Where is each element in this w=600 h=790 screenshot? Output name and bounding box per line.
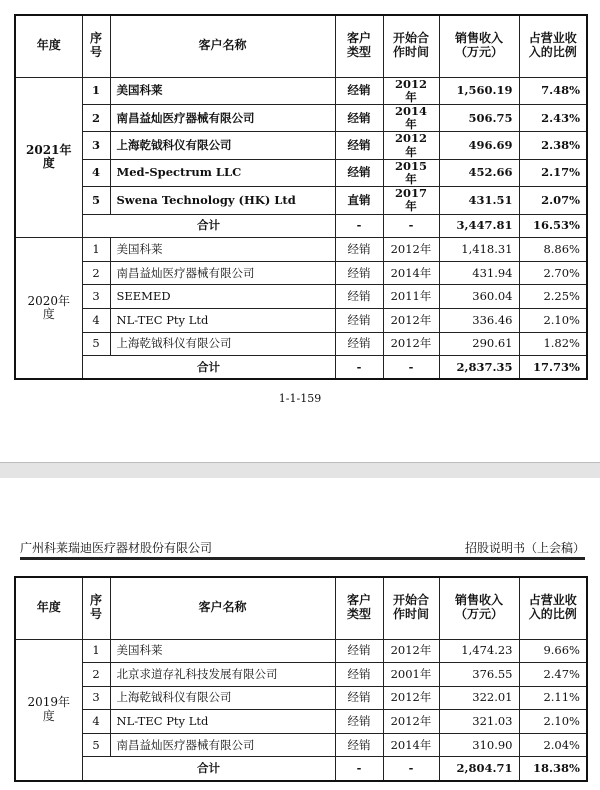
company-name: 广州科莱瑞迪医疗器材股份有限公司 bbox=[20, 541, 213, 555]
customer-type-cell: 经销 bbox=[335, 332, 383, 356]
seq-cell: 4 bbox=[82, 710, 110, 734]
total-sales-cell: 3,447.81 bbox=[439, 214, 519, 238]
table-row bbox=[15, 159, 587, 186]
sales-cell: 496.69 bbox=[439, 132, 519, 159]
customer-type-cell: 经销 bbox=[335, 132, 383, 159]
seq-cell: 3 bbox=[82, 686, 110, 710]
table-row bbox=[15, 686, 587, 710]
header-seq: 序号 bbox=[82, 577, 110, 639]
ratio-cell: 2.04% bbox=[519, 733, 587, 757]
table-row bbox=[15, 639, 587, 663]
table-row bbox=[15, 238, 587, 262]
running-header bbox=[20, 540, 585, 559]
ratio-cell: 2.47% bbox=[519, 663, 587, 687]
start-year-cell: 2012年 bbox=[383, 132, 439, 159]
seq-cell: 2 bbox=[82, 663, 110, 687]
start-year-cell: 2012年 bbox=[383, 309, 439, 333]
customer-type-cell: 经销 bbox=[335, 261, 383, 285]
start-year-cell: 2015年 bbox=[383, 159, 439, 186]
sales-cell: 1,560.19 bbox=[439, 77, 519, 104]
sales-cell: 506.75 bbox=[439, 104, 519, 131]
header-sales: 销售收入（万元） bbox=[439, 577, 519, 639]
sales-cell: 431.51 bbox=[439, 187, 519, 214]
total-row bbox=[15, 214, 587, 238]
customer-type-cell: 经销 bbox=[335, 77, 383, 104]
sales-cell: 310.90 bbox=[439, 733, 519, 757]
year-cell: 2021年度 bbox=[15, 77, 82, 238]
top-customers-table-2021-2020 bbox=[14, 14, 588, 380]
total-start-cell: - bbox=[383, 356, 439, 380]
start-year-cell: 2012年 bbox=[383, 77, 439, 104]
customer-name-cell: 上海乾钺科仪有限公司 bbox=[110, 132, 335, 159]
table-header-row bbox=[15, 577, 587, 639]
start-year-cell: 2012年 bbox=[383, 238, 439, 262]
ratio-cell: 7.48% bbox=[519, 77, 587, 104]
table-body bbox=[15, 77, 587, 379]
document-title: 招股说明书（上会稿） bbox=[464, 541, 585, 555]
table-row bbox=[15, 309, 587, 333]
total-start-cell: - bbox=[383, 214, 439, 238]
year-cell: 2019年度 bbox=[15, 639, 82, 781]
ratio-cell: 2.11% bbox=[519, 686, 587, 710]
total-type-cell: - bbox=[335, 356, 383, 380]
customer-type-cell: 经销 bbox=[335, 686, 383, 710]
total-row bbox=[15, 356, 587, 380]
header-start: 开始合作时间 bbox=[383, 15, 439, 77]
customer-type-cell: 经销 bbox=[335, 159, 383, 186]
total-ratio-cell: 18.38% bbox=[519, 757, 587, 781]
total-sales-cell: 2,804.71 bbox=[439, 757, 519, 781]
ratio-cell: 2.70% bbox=[519, 261, 587, 285]
customer-name-cell: 南昌益灿医疗器械有限公司 bbox=[110, 733, 335, 757]
ratio-cell: 2.07% bbox=[519, 187, 587, 214]
start-year-cell: 2011年 bbox=[383, 285, 439, 309]
customer-name-cell: 上海乾钺科仪有限公司 bbox=[110, 332, 335, 356]
ratio-cell: 2.17% bbox=[519, 159, 587, 186]
total-label-cell: 合计 bbox=[82, 757, 335, 781]
sales-cell: 321.03 bbox=[439, 710, 519, 734]
customer-name-cell: Med-Spectrum LLC bbox=[110, 159, 335, 186]
header-type: 客户类型 bbox=[335, 15, 383, 77]
table-row bbox=[15, 332, 587, 356]
customer-type-cell: 经销 bbox=[335, 663, 383, 687]
customer-type-cell: 直销 bbox=[335, 187, 383, 214]
customer-type-cell: 经销 bbox=[335, 238, 383, 262]
table-header-row bbox=[15, 15, 587, 77]
total-start-cell: - bbox=[383, 757, 439, 781]
sales-cell: 452.66 bbox=[439, 159, 519, 186]
customer-type-cell: 经销 bbox=[335, 639, 383, 663]
start-year-cell: 2012年 bbox=[383, 686, 439, 710]
customer-type-cell: 经销 bbox=[335, 285, 383, 309]
header-type: 客户类型 bbox=[335, 577, 383, 639]
customer-type-cell: 经销 bbox=[335, 710, 383, 734]
start-year-cell: 2001年 bbox=[383, 663, 439, 687]
customer-name-cell: 北京求道存礼科技发展有限公司 bbox=[110, 663, 335, 687]
sales-cell: 290.61 bbox=[439, 332, 519, 356]
ratio-cell: 2.38% bbox=[519, 132, 587, 159]
document-page-2 bbox=[0, 478, 600, 790]
start-year-cell: 2012年 bbox=[383, 332, 439, 356]
total-type-cell: - bbox=[335, 214, 383, 238]
seq-cell: 5 bbox=[82, 332, 110, 356]
table-body bbox=[15, 639, 587, 781]
sales-cell: 336.46 bbox=[439, 309, 519, 333]
total-type-cell: - bbox=[335, 757, 383, 781]
customer-name-cell: 南昌益灿医疗器械有限公司 bbox=[110, 104, 335, 131]
customer-name-cell: 美国科莱 bbox=[110, 238, 335, 262]
customer-type-cell: 经销 bbox=[335, 309, 383, 333]
customer-name-cell: NL-TEC Pty Ltd bbox=[110, 309, 335, 333]
start-year-cell: 2014年 bbox=[383, 104, 439, 131]
customer-name-cell: 美国科莱 bbox=[110, 77, 335, 104]
customer-name-cell: SEEMED bbox=[110, 285, 335, 309]
ratio-cell: 2.43% bbox=[519, 104, 587, 131]
ratio-cell: 1.82% bbox=[519, 332, 587, 356]
table-row bbox=[15, 733, 587, 757]
year-cell: 2020年度 bbox=[15, 238, 82, 380]
header-start: 开始合作时间 bbox=[383, 577, 439, 639]
table-row bbox=[15, 663, 587, 687]
ratio-cell: 8.86% bbox=[519, 238, 587, 262]
total-ratio-cell: 16.53% bbox=[519, 214, 587, 238]
seq-cell: 5 bbox=[82, 187, 110, 214]
sales-cell: 376.55 bbox=[439, 663, 519, 687]
customer-name-cell: 南昌益灿医疗器械有限公司 bbox=[110, 261, 335, 285]
customer-name-cell: 美国科莱 bbox=[110, 639, 335, 663]
table-row bbox=[15, 77, 587, 104]
start-year-cell: 2012年 bbox=[383, 710, 439, 734]
table-row bbox=[15, 710, 587, 734]
customer-name-cell: Swena Technology (HK) Ltd bbox=[110, 187, 335, 214]
start-year-cell: 2014年 bbox=[383, 261, 439, 285]
customer-type-cell: 经销 bbox=[335, 104, 383, 131]
header-customer: 客户名称 bbox=[110, 15, 335, 77]
header-rule bbox=[20, 559, 585, 560]
sales-cell: 1,474.23 bbox=[439, 639, 519, 663]
customer-type-cell: 经销 bbox=[335, 733, 383, 757]
total-label-cell: 合计 bbox=[82, 356, 335, 380]
total-row bbox=[15, 757, 587, 781]
seq-cell: 5 bbox=[82, 733, 110, 757]
seq-cell: 1 bbox=[82, 77, 110, 104]
start-year-cell: 2014年 bbox=[383, 733, 439, 757]
top-customers-table-2019 bbox=[14, 576, 588, 782]
header-year: 年度 bbox=[15, 577, 82, 639]
sales-cell: 1,418.31 bbox=[439, 238, 519, 262]
seq-cell: 2 bbox=[82, 104, 110, 131]
start-year-cell: 2017年 bbox=[383, 187, 439, 214]
header-seq: 序号 bbox=[82, 15, 110, 77]
table-row bbox=[15, 132, 587, 159]
total-label-cell: 合计 bbox=[82, 214, 335, 238]
header-ratio: 占营业收入的比例 bbox=[519, 15, 587, 77]
seq-cell: 3 bbox=[82, 132, 110, 159]
ratio-cell: 2.10% bbox=[519, 309, 587, 333]
header-ratio: 占营业收入的比例 bbox=[519, 577, 587, 639]
seq-cell: 4 bbox=[82, 309, 110, 333]
page-number: 1-1-159 bbox=[278, 392, 322, 405]
table-row bbox=[15, 261, 587, 285]
ratio-cell: 9.66% bbox=[519, 639, 587, 663]
seq-cell: 1 bbox=[82, 639, 110, 663]
table-row bbox=[15, 187, 587, 214]
seq-cell: 2 bbox=[82, 261, 110, 285]
ratio-cell: 2.25% bbox=[519, 285, 587, 309]
header-sales: 销售收入（万元） bbox=[439, 15, 519, 77]
table-row bbox=[15, 285, 587, 309]
customer-name-cell: 上海乾钺科仪有限公司 bbox=[110, 686, 335, 710]
seq-cell: 3 bbox=[82, 285, 110, 309]
start-year-cell: 2012年 bbox=[383, 639, 439, 663]
customer-name-cell: NL-TEC Pty Ltd bbox=[110, 710, 335, 734]
seq-cell: 4 bbox=[82, 159, 110, 186]
table-row bbox=[15, 104, 587, 131]
sales-cell: 322.01 bbox=[439, 686, 519, 710]
sales-cell: 360.04 bbox=[439, 285, 519, 309]
seq-cell: 1 bbox=[82, 238, 110, 262]
total-ratio-cell: 17.73% bbox=[519, 356, 587, 380]
total-sales-cell: 2,837.35 bbox=[439, 356, 519, 380]
header-customer: 客户名称 bbox=[110, 577, 335, 639]
sales-cell: 431.94 bbox=[439, 261, 519, 285]
header-year: 年度 bbox=[15, 15, 82, 77]
ratio-cell: 2.10% bbox=[519, 710, 587, 734]
